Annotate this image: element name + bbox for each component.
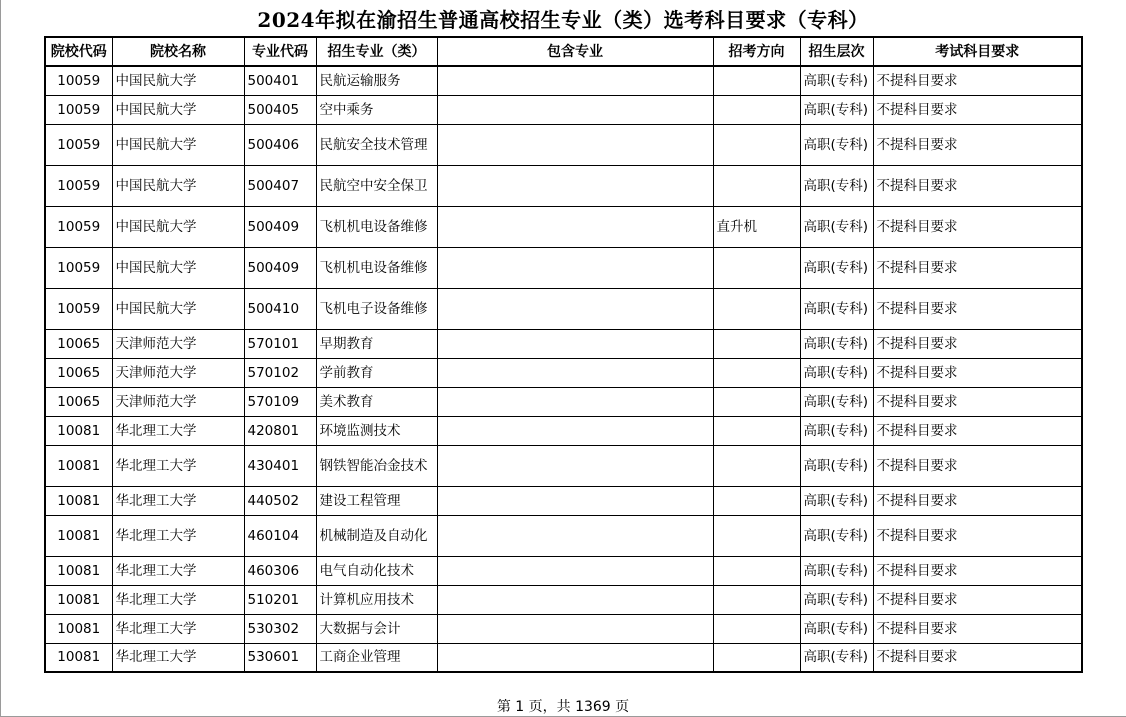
- cell-major: 钢铁智能冶金技术: [316, 445, 437, 486]
- cell-major: 计算机应用技术: [316, 585, 437, 614]
- cell-direction: [713, 614, 800, 643]
- page-title: 2024年拟在渝招生普通高校招生专业（类）选考科目要求（专科）: [257, 8, 869, 32]
- cell-school-code: 10059: [45, 66, 112, 95]
- table-row: [45, 247, 1082, 288]
- cell-level: 高职(专科): [800, 247, 873, 288]
- cell-requirement: 不提科目要求: [873, 358, 1082, 387]
- cell-direction: 直升机: [713, 206, 800, 247]
- cell-major: 早期教育: [316, 329, 437, 358]
- cell-school-name: 中国民航大学: [112, 165, 244, 206]
- table-row: [45, 165, 1082, 206]
- cell-included-majors: [437, 585, 713, 614]
- cell-direction: [713, 165, 800, 206]
- cell-included-majors: [437, 515, 713, 556]
- cell-major-code: 570109: [244, 387, 316, 416]
- cell-school-name: 华北理工大学: [112, 585, 244, 614]
- table-row: [45, 556, 1082, 585]
- cell-requirement: 不提科目要求: [873, 206, 1082, 247]
- cell-major: 飞机机电设备维修: [316, 247, 437, 288]
- cell-school-code: 10059: [45, 124, 112, 165]
- cell-school-code: 10065: [45, 329, 112, 358]
- cell-level: 高职(专科): [800, 643, 873, 672]
- cell-major: 建设工程管理: [316, 486, 437, 515]
- cell-school-name: 中国民航大学: [112, 206, 244, 247]
- header-major-code: 专业代码: [244, 37, 316, 66]
- cell-requirement: 不提科目要求: [873, 643, 1082, 672]
- cell-school-name: 华北理工大学: [112, 515, 244, 556]
- cell-major-code: 460104: [244, 515, 316, 556]
- cell-major: 电气自动化技术: [316, 556, 437, 585]
- cell-direction: [713, 486, 800, 515]
- cell-school-name: 中国民航大学: [112, 247, 244, 288]
- header-major: 招生专业（类）: [316, 37, 437, 66]
- cell-direction: [713, 95, 800, 124]
- table-row: [45, 329, 1082, 358]
- cell-direction: [713, 358, 800, 387]
- cell-level: 高职(专科): [800, 206, 873, 247]
- cell-major: 民航运输服务: [316, 66, 437, 95]
- cell-school-code: 10059: [45, 95, 112, 124]
- cell-major: 空中乘务: [316, 95, 437, 124]
- cell-included-majors: [437, 387, 713, 416]
- table-row: [45, 66, 1082, 95]
- cell-school-name: 中国民航大学: [112, 66, 244, 95]
- cell-level: 高职(专科): [800, 585, 873, 614]
- cell-major: 飞机机电设备维修: [316, 206, 437, 247]
- table-row: [45, 124, 1082, 165]
- cell-school-code: 10081: [45, 585, 112, 614]
- table-row: [45, 358, 1082, 387]
- cell-level: 高职(专科): [800, 66, 873, 95]
- cell-requirement: 不提科目要求: [873, 247, 1082, 288]
- cell-major-code: 500409: [244, 247, 316, 288]
- cell-school-code: 10059: [45, 247, 112, 288]
- cell-level: 高职(专科): [800, 486, 873, 515]
- cell-major-code: 500407: [244, 165, 316, 206]
- cell-level: 高职(专科): [800, 416, 873, 445]
- cell-direction: [713, 585, 800, 614]
- table-row: [45, 486, 1082, 515]
- cell-school-name: 天津师范大学: [112, 329, 244, 358]
- header-included-majors: 包含专业: [437, 37, 713, 66]
- cell-level: 高职(专科): [800, 614, 873, 643]
- table-row: [45, 416, 1082, 445]
- cell-direction: [713, 445, 800, 486]
- cell-level: 高职(专科): [800, 95, 873, 124]
- cell-requirement: 不提科目要求: [873, 95, 1082, 124]
- header-requirement: 考试科目要求: [873, 37, 1082, 66]
- page-footer: 第 1 页，共 1369 页: [496, 699, 630, 715]
- cell-school-name: 中国民航大学: [112, 288, 244, 329]
- cell-included-majors: [437, 206, 713, 247]
- cell-major-code: 500405: [244, 95, 316, 124]
- cell-school-name: 华北理工大学: [112, 416, 244, 445]
- header-direction: 招考方向: [713, 37, 800, 66]
- cell-major-code: 570101: [244, 329, 316, 358]
- cell-major-code: 430401: [244, 445, 316, 486]
- cell-major: 机械制造及自动化: [316, 515, 437, 556]
- cell-requirement: 不提科目要求: [873, 165, 1082, 206]
- cell-included-majors: [437, 416, 713, 445]
- cell-school-name: 天津师范大学: [112, 358, 244, 387]
- cell-requirement: 不提科目要求: [873, 556, 1082, 585]
- cell-requirement: 不提科目要求: [873, 445, 1082, 486]
- cell-requirement: 不提科目要求: [873, 124, 1082, 165]
- cell-included-majors: [437, 124, 713, 165]
- table-row: [45, 445, 1082, 486]
- table-row: [45, 206, 1082, 247]
- cell-requirement: 不提科目要求: [873, 66, 1082, 95]
- cell-school-code: 10081: [45, 515, 112, 556]
- cell-school-code: 10081: [45, 486, 112, 515]
- table-body: [45, 66, 1082, 672]
- cell-school-name: 中国民航大学: [112, 124, 244, 165]
- cell-included-majors: [437, 614, 713, 643]
- cell-level: 高职(专科): [800, 329, 873, 358]
- cell-direction: [713, 247, 800, 288]
- cell-direction: [713, 416, 800, 445]
- cell-major-code: 440502: [244, 486, 316, 515]
- cell-school-code: 10065: [45, 387, 112, 416]
- header-school-name: 院校名称: [112, 37, 244, 66]
- cell-included-majors: [437, 66, 713, 95]
- cell-major: 民航安全技术管理: [316, 124, 437, 165]
- cell-major-code: 500406: [244, 124, 316, 165]
- cell-included-majors: [437, 643, 713, 672]
- cell-level: 高职(专科): [800, 387, 873, 416]
- cell-requirement: 不提科目要求: [873, 515, 1082, 556]
- cell-school-code: 10059: [45, 288, 112, 329]
- cell-school-code: 10081: [45, 416, 112, 445]
- cell-school-code: 10081: [45, 643, 112, 672]
- cell-major-code: 500409: [244, 206, 316, 247]
- cell-major: 工商企业管理: [316, 643, 437, 672]
- header-level: 招生层次: [800, 37, 873, 66]
- cell-included-majors: [437, 445, 713, 486]
- cell-included-majors: [437, 95, 713, 124]
- cell-included-majors: [437, 329, 713, 358]
- cell-school-code: 10059: [45, 165, 112, 206]
- header-school-code: 院校代码: [45, 37, 112, 66]
- table-row: [45, 515, 1082, 556]
- cell-direction: [713, 387, 800, 416]
- cell-level: 高职(专科): [800, 445, 873, 486]
- cell-school-name: 中国民航大学: [112, 95, 244, 124]
- cell-included-majors: [437, 165, 713, 206]
- cell-requirement: 不提科目要求: [873, 329, 1082, 358]
- cell-school-code: 10065: [45, 358, 112, 387]
- cell-major: 学前教育: [316, 358, 437, 387]
- requirements-table: [44, 36, 1083, 673]
- cell-school-name: 天津师范大学: [112, 387, 244, 416]
- cell-major-code: 420801: [244, 416, 316, 445]
- table-row: [45, 95, 1082, 124]
- cell-included-majors: [437, 486, 713, 515]
- cell-direction: [713, 643, 800, 672]
- cell-major-code: 460306: [244, 556, 316, 585]
- cell-direction: [713, 556, 800, 585]
- table-row: [45, 387, 1082, 416]
- cell-major-code: 500410: [244, 288, 316, 329]
- cell-level: 高职(专科): [800, 358, 873, 387]
- cell-major-code: 530302: [244, 614, 316, 643]
- cell-major-code: 510201: [244, 585, 316, 614]
- cell-major: 大数据与会计: [316, 614, 437, 643]
- cell-requirement: 不提科目要求: [873, 288, 1082, 329]
- cell-major: 飞机电子设备维修: [316, 288, 437, 329]
- cell-major-code: 500401: [244, 66, 316, 95]
- cell-major: 环境监测技术: [316, 416, 437, 445]
- cell-major: 美术教育: [316, 387, 437, 416]
- table-row: [45, 288, 1082, 329]
- cell-school-name: 华北理工大学: [112, 643, 244, 672]
- cell-school-name: 华北理工大学: [112, 486, 244, 515]
- table-row: [45, 643, 1082, 672]
- cell-direction: [713, 124, 800, 165]
- cell-level: 高职(专科): [800, 515, 873, 556]
- cell-requirement: 不提科目要求: [873, 585, 1082, 614]
- table-row: [45, 585, 1082, 614]
- cell-requirement: 不提科目要求: [873, 486, 1082, 515]
- cell-included-majors: [437, 247, 713, 288]
- cell-school-name: 华北理工大学: [112, 445, 244, 486]
- cell-requirement: 不提科目要求: [873, 416, 1082, 445]
- cell-major-code: 530601: [244, 643, 316, 672]
- cell-included-majors: [437, 556, 713, 585]
- cell-requirement: 不提科目要求: [873, 387, 1082, 416]
- cell-direction: [713, 66, 800, 95]
- table-header-row: [45, 37, 1082, 66]
- cell-level: 高职(专科): [800, 288, 873, 329]
- cell-major-code: 570102: [244, 358, 316, 387]
- cell-level: 高职(专科): [800, 124, 873, 165]
- cell-school-code: 10059: [45, 206, 112, 247]
- cell-school-code: 10081: [45, 614, 112, 643]
- page-frame-left: [0, 0, 1, 717]
- cell-included-majors: [437, 358, 713, 387]
- cell-school-code: 10081: [45, 445, 112, 486]
- cell-school-name: 华北理工大学: [112, 614, 244, 643]
- cell-level: 高职(专科): [800, 556, 873, 585]
- cell-direction: [713, 329, 800, 358]
- cell-level: 高职(专科): [800, 165, 873, 206]
- cell-direction: [713, 288, 800, 329]
- cell-major: 民航空中安全保卫: [316, 165, 437, 206]
- cell-requirement: 不提科目要求: [873, 614, 1082, 643]
- cell-direction: [713, 515, 800, 556]
- cell-included-majors: [437, 288, 713, 329]
- cell-school-name: 华北理工大学: [112, 556, 244, 585]
- table-row: [45, 614, 1082, 643]
- cell-school-code: 10081: [45, 556, 112, 585]
